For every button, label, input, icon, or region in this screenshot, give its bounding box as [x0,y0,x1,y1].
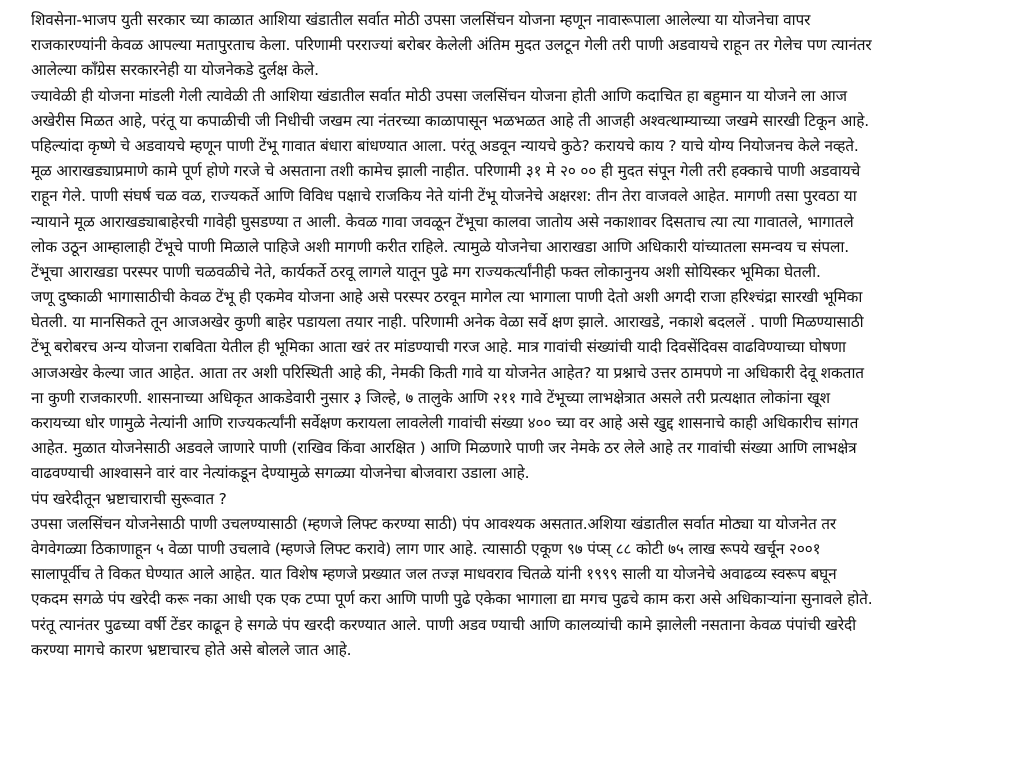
text-line: राहून गेले. पाणी संघर्ष चळ वळ, राज्यकर्ते आणि विविध पक्षाचे राजकिय नेते यांनी टेंभू योजनेचे अक्षरश: तीन तेरा वाजवले आहेत. मागणी तसा पुरवठा या [31,187,857,206]
text-line: आजअखेर केल्या जात आहेत. आता तर अशी परिस्थिती आहे की, नेमकी किती गावे या योजनेत आहेत? या प्रश्नाचे उत्तर ठामपणे ना अधिकारी देवू शकतात [31,363,864,382]
text-line: अखेरीस मिळत आहे, परंतू या कपाळीची जी निधीची जखम त्या नंतरच्या काळापासून भळभळत आहे ती आजही अश्वत्थाम्याच्या जखमे सारखी टिकून आहे. [31,111,870,130]
text-line: टेंभूचा आराखडा परस्पर पाणी चळवळीचे नेते, कार्यकर्ते ठरवू लागले यातून पुढे मग राज्यकर्त्यांनीही फक्त लोकानुनय अशी सोयिस्कर भूमिका घेतली. [31,262,821,281]
section-heading [31,487,1014,512]
text-line: घेतली. या मानसिकते तून आजअखेर कुणी बाहेर पडायला तयार नाही. परिणामी अनेक वेळा सर्वे क्षण झाले. आराखडे, नकाशे बदललें . पाणी मिळण्यासाठी [31,313,864,332]
paragraph-intro [31,8,1014,84]
text-line: पहिल्यांदा कृष्णे चे अडवायचे म्हणून पाणी टेंभू गावात बंधारा बांधण्यात आला. परंतू अडवून न्यायचे कुठे? करायचे काय ? याचे योग्य नियोजनच केले नव्हते. [31,136,859,155]
text-line: राजकारण्यांनी केवळ आपल्या मतापुरताच केला. परिणामी परराज्यां बरोबर केलेली अंतिम मुदत उलटून गेली तरी पाणी अडवायचे राहून तर गेलेच पण त्यानंतर [31,36,872,55]
heading-text: पंप खरेदीतून भ्रष्टाचाराची सुरूवात ? [31,489,227,508]
text-line: आहेत. मुळात योजनेसाठी अडवले जाणारे पाणी (राखिव किंवा आरक्षित ) आणि मिळणारे पाणी जर नेमके ठर लेले आहे तर गावांची संख्या आणि लाभक्षेत्र [31,439,857,458]
text-line: टेंभू बरोबरच अन्य योजना राबविता येतील ही भूमिका आता खरं तर मांडण्याची गरज आहे. मात्र गावांची संख्यांची यादी दिवसेंदिवस वाढविण्याच्या घोषणा [31,338,846,357]
text-line: वेगवेगळ्या ठिकाणाहून ५ वेळा पाणी उचलावे (म्हणजे लिफ्ट करावे) लाग णार आहे. त्यासाठी एकूण ९७ पंप्स् ८८ कोटी ७५ लाख रूपये खर्चून २००१ [31,539,821,558]
text-line: करण्या मागचे कारण भ्रष्टाचारच होते असे बोलले जात आहे. [31,640,352,659]
text-line: शिवसेना-भाजप युती सरकार च्या काळात आशिया खंडातील सर्वात मोठी उपसा जलसिंचन योजना म्हणून नावारूपाला आलेल्या या योजनेचा वापर [31,11,811,29]
text-line: लोक उठून आम्हालाही टेंभूचे पाणी मिळाले पाहिजे अशी मागणी करीत राहिले. त्यामुळे योजनेचा आराखडा आणि अधिकारी यांच्यातला समन्वय च संपला. [31,237,850,256]
text-line: मूळ आराखड्याप्रमाणे कामे पूर्ण होणे गरजे चे असताना तशी कामेच झाली नाहीत. परिणामी ३१ मे २० ०० ही मुदत संपून गेली तरी हक्काचे पाणी अडवायचे [31,162,861,181]
text-line: जणू दुष्काळी भागासाठीची केवळ टेंभू ही एकमेव योजना आहे असे परस्पर ठरवून मागेल त्या भागाला पाणी देतो अशी अगदी राजा हरिश्चंद्रा सारखी भूमिका [31,288,863,307]
text-line: ज्यावेळी ही योजना मांडली गेली त्यावेळी ती आशिया खंडातील सर्वात मोठी उपसा जलसिंचन योजना होती आणि कदाचित हा बहुमान या योजने ला आज [31,86,847,105]
paragraph-body [31,84,1014,487]
text-line: वाढवण्याची आश्वासने वारं वार नेत्यांकडून देण्यामुळे सगळ्या योजनेचा बोजवारा उडाला आहे. [31,464,530,483]
text-line: ना कुणी राजकारणी. शासनाच्या अधिकृत आकडेवारी नुसार ३ जिल्हे, ७ तालुके आणि २११ गावे टेंभूच्या लाभक्षेत्रात असले तरी प्रत्यक्षात लोकांना खूश [31,388,830,407]
text-line: करायच्या धोर णामुळे नेत्यांनी आणि राज्यकर्त्यांनी सर्वेक्षण करायला लावलेली गावांची संख्या ४०० च्या वर आहे असे खुद्द शासनाचे काही अधिकारीच सांगत [31,414,859,432]
text-line: उपसा जलसिंचन योजनेसाठी पाणी उचलण्यासाठी (म्हणजे लिफ्ट करण्या साठी) पंप आवश्यक असतात.अशिया खंडातील सर्वात मोठ्या या योजनेत तर [31,514,837,533]
text-line: परंतू त्यानंतर पुढच्या वर्षी टेंडर काढून हे सगळे पंप खरदी करण्यात आले. पाणी अडव ण्याची आणि कालव्यांची कामे झालेली नसताना केवळ पंपांची खरेदी [31,615,857,634]
text-line: न्यायाने मूळ आराखड्याबाहेरची गावेही घुसडण्या त आली. केवळ गावा जवळून टेंभूचा कालवा जातोय असे नकाशावर दिसताच त्या त्या गावातले, भागातले [31,212,854,231]
text-line: आलेल्या काँग्रेस सरकारनेही या योजनेकडे दुर्लक्ष केले. [31,61,319,80]
text-line: सालापूर्वीच ते विकत घेण्यात आले आहेत. यात विशेष म्हणजे प्रख्यात जल तज्ज्ञ माधवराव चितळे यांनी १९९९ साली या योजनेचे अवाढव्य स्वरूप बघून [31,565,837,584]
paragraph-pumps [31,512,1014,663]
text-line: एकदम सगळे पंप खरेदी करू नका आधी एक एक टप्पा पूर्ण करा आणि पाणी पुढे एकेका भागाला द्या मगच पुढचे काम करा असे अधिकाऱ्यांना सुनावले होते. [31,590,873,609]
